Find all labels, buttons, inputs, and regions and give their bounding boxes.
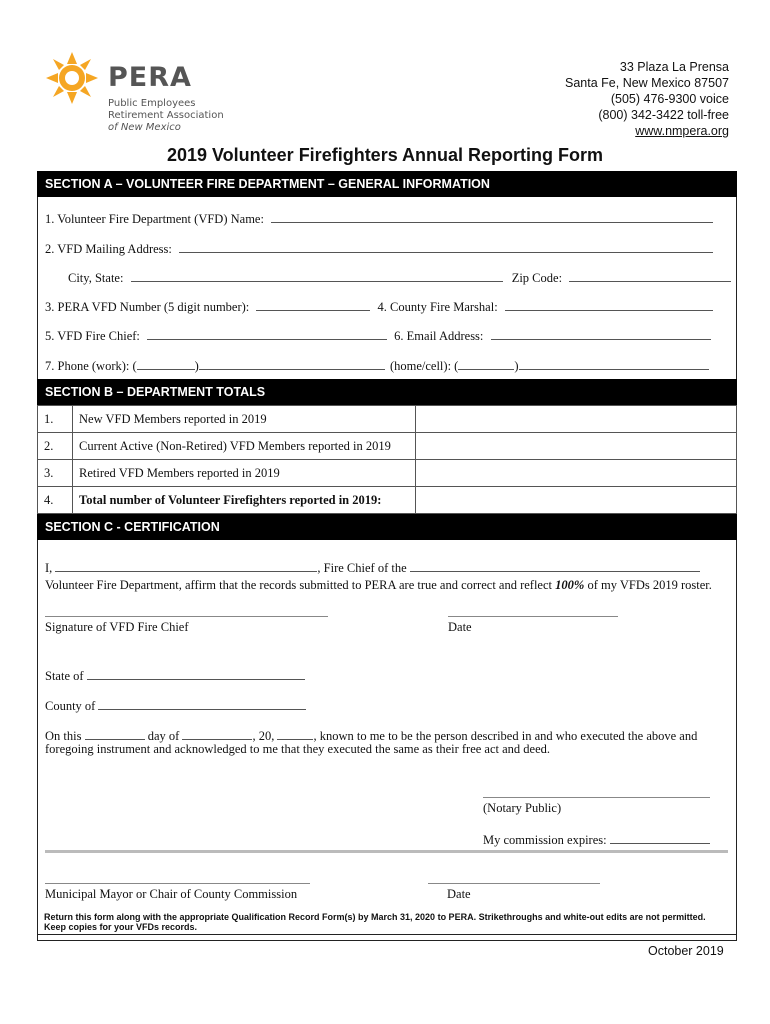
- commission-row: [483, 831, 710, 848]
- home-phone-field[interactable]: [519, 357, 709, 370]
- county-of-field[interactable]: [98, 697, 306, 710]
- fire-chief-field[interactable]: [147, 327, 387, 340]
- mayor-date-label: Date: [447, 887, 471, 901]
- address-block: [565, 59, 729, 139]
- affirmation-percent: 100%: [555, 578, 585, 592]
- day-field[interactable]: [85, 727, 145, 740]
- zip-field[interactable]: [569, 269, 731, 282]
- table-row: [38, 460, 737, 487]
- year-field[interactable]: [277, 727, 313, 740]
- known-text: , known to me to be the person described in and who executed the above and: [313, 729, 698, 743]
- state-of-row: [45, 667, 305, 684]
- row-number: 1.: [38, 406, 73, 433]
- pera-number-field[interactable]: [256, 298, 370, 311]
- email-field[interactable]: [491, 327, 711, 340]
- i-label: I,: [45, 561, 53, 575]
- notary-signature-field[interactable]: [483, 797, 710, 798]
- department-totals-table: [37, 405, 737, 514]
- commission-label: My commission expires:: [483, 833, 607, 847]
- month-field[interactable]: [182, 727, 252, 740]
- fire-marshal-label: 4. County Fire Marshal:: [377, 300, 498, 314]
- vfd-name-row: [45, 210, 713, 227]
- affirmation-pre: Volunteer Fire Department, affirm that the records submitted to PERA are true and correct and reflect: [45, 578, 556, 592]
- state-of-field[interactable]: [87, 667, 305, 680]
- form-frame: [37, 171, 737, 941]
- address-phone: (505) 476-9300 voice: [610, 92, 729, 106]
- chief-name-field[interactable]: [55, 559, 317, 572]
- row-number: 4.: [38, 487, 73, 514]
- section-a-header: SECTION A – VOLUNTEER FIRE DEPARTMENT – GENERAL INFORMATION: [37, 171, 737, 197]
- phone-row: [45, 357, 709, 374]
- mailing-address-label: 2. VFD Mailing Address:: [45, 242, 172, 256]
- row-number: 2.: [38, 433, 73, 460]
- work-paren-close: ): [194, 359, 199, 373]
- pera-number-row: [45, 298, 713, 315]
- total-members-value-field[interactable]: [416, 487, 737, 514]
- twenty-label: , 20,: [252, 729, 275, 743]
- foregoing-text: foregoing instrument and acknowledged to me that they executed the same as their free act and deed.: [45, 742, 551, 756]
- work-phone-field[interactable]: [199, 357, 385, 370]
- retired-members-value-field[interactable]: [416, 460, 737, 487]
- fire-chief-label: 5. VFD Fire Chief:: [45, 329, 140, 343]
- org-name-line3: of New Mexico: [108, 122, 181, 133]
- home-phone-label: (home/cell): (: [389, 359, 459, 373]
- section-c-header: SECTION C - CERTIFICATION: [37, 514, 737, 540]
- divider: [45, 850, 728, 853]
- pera-logo: [44, 50, 224, 140]
- signature-date-label: Date: [448, 620, 472, 634]
- department-name-field[interactable]: [410, 559, 700, 572]
- fire-chief-of-label: , Fire Chief of the: [317, 561, 407, 575]
- row-label: Total number of Volunteer Firefighters reported in 2019:: [73, 487, 416, 514]
- email-label: 6. Email Address:: [394, 329, 484, 343]
- mayor-signature-field[interactable]: [45, 883, 310, 884]
- address-street: 33 Plaza La Prensa: [619, 60, 729, 74]
- signature-field[interactable]: [45, 616, 328, 617]
- row-label: New VFD Members reported in 2019: [73, 406, 416, 433]
- signature-date-field[interactable]: [448, 616, 618, 617]
- home-area-code-field[interactable]: [458, 357, 514, 370]
- signature-label: Signature of VFD Fire Chief: [45, 620, 189, 634]
- revision-date: October 2019: [648, 944, 724, 958]
- vfd-name-field[interactable]: [271, 210, 713, 223]
- table-row: [38, 487, 737, 514]
- mayor-label: Municipal Mayor or Chair of County Commission: [45, 887, 298, 901]
- new-members-value-field[interactable]: [416, 406, 737, 433]
- fire-marshal-field[interactable]: [505, 298, 713, 311]
- work-phone-label: 7. Phone (work): (: [45, 359, 137, 373]
- address-tollfree: (800) 342-3422 toll-free: [598, 108, 729, 122]
- work-area-code-field[interactable]: [137, 357, 195, 370]
- chief-name-row: [45, 559, 700, 576]
- row-number: 3.: [38, 460, 73, 487]
- org-name-line1: Public Employees: [108, 98, 196, 109]
- row-label: Retired VFD Members reported in 2019: [73, 460, 416, 487]
- city-state-field[interactable]: [131, 269, 503, 282]
- city-zip-row: [68, 269, 731, 286]
- form-title: 2019 Volunteer Firefighters Annual Reporting Form: [166, 145, 604, 165]
- active-members-value-field[interactable]: [416, 433, 737, 460]
- table-row: [38, 406, 737, 433]
- county-of-label: County of: [45, 699, 96, 713]
- mailing-address-field[interactable]: [179, 240, 713, 253]
- on-this-label: On this: [45, 729, 82, 743]
- notary-public-label: (Notary Public): [483, 801, 562, 815]
- zip-label: Zip Code:: [511, 271, 563, 285]
- section-b-header: SECTION B – DEPARTMENT TOTALS: [37, 379, 737, 405]
- brand-name: PERA: [108, 62, 192, 93]
- city-state-label: City, State:: [68, 271, 124, 285]
- return-instructions: Return this form along with the appropriate Qualification Record Form(s) by March 31, 2020 to PERA. Strikethroughs and white-out edits are not permitted. Keep copies for your VFDs records.: [37, 910, 737, 935]
- mailing-address-row: [45, 240, 713, 257]
- pera-number-label: 3. PERA VFD Number (5 digit number):: [45, 300, 250, 314]
- row-label: Current Active (Non-Retired) VFD Members reported in 2019: [73, 433, 416, 460]
- home-paren-close: ): [514, 359, 519, 373]
- org-name-line2: Retirement Association: [108, 110, 224, 121]
- commission-field[interactable]: [610, 831, 710, 844]
- table-row: [38, 433, 737, 460]
- sun-icon: [44, 50, 100, 106]
- mayor-date-field[interactable]: [428, 883, 600, 884]
- fire-chief-row: [45, 327, 711, 344]
- state-of-label: State of: [45, 669, 84, 683]
- vfd-name-label: 1. Volunteer Fire Department (VFD) Name:: [45, 212, 264, 226]
- county-of-row: [45, 697, 306, 714]
- affirmation-text: [45, 578, 712, 593]
- address-website[interactable]: www.nmpera.org: [635, 124, 729, 138]
- affirmation-post: of my VFDs 2019 roster.: [584, 578, 712, 592]
- day-of-label: day of: [147, 729, 180, 743]
- address-city: Santa Fe, New Mexico 87507: [565, 76, 729, 90]
